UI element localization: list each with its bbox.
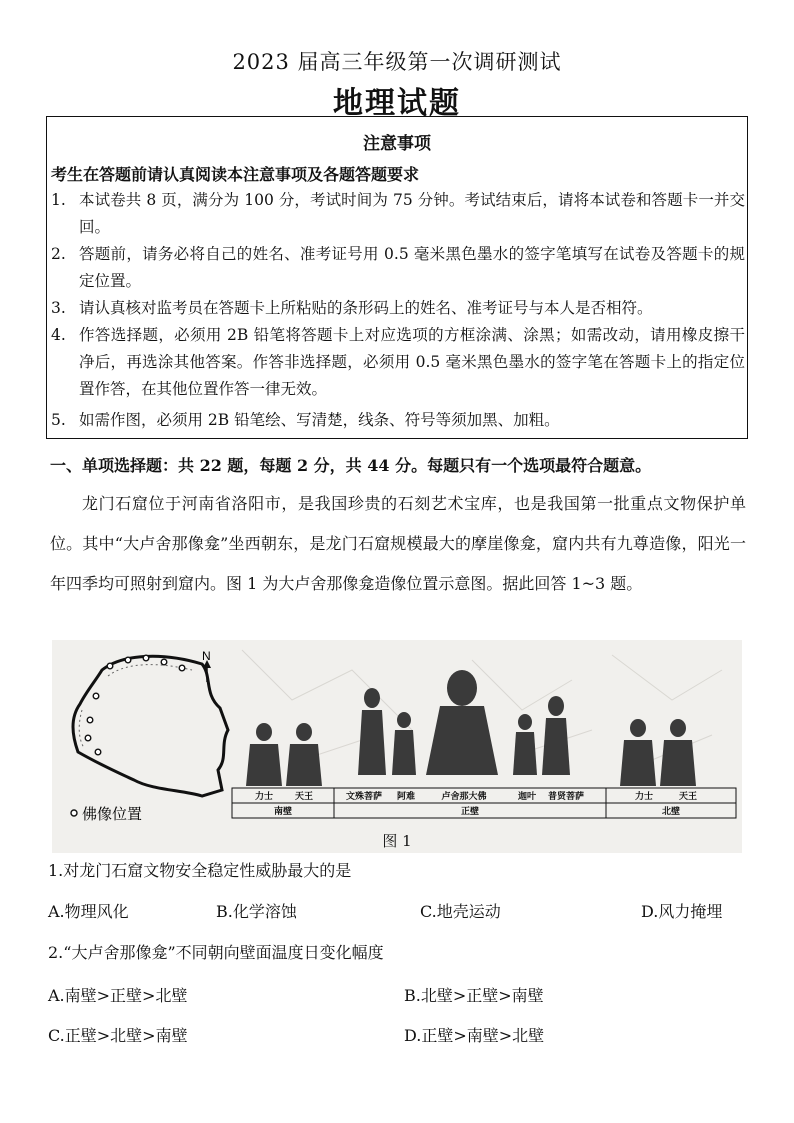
statue-label: 普贤菩萨 [547,792,585,802]
notice-item-text: 请认真核对监考员在答题卡上所粘贴的条形码上的姓名、准考证号与本人是否相符。 [79,299,653,317]
statue-label: 天王 [294,792,314,802]
question-2-option-c: C.正壁>北壁>南壁 [48,1026,188,1045]
statue-jiaye [513,714,537,775]
notice-item-text: 作答选择题，必须用 2B 铅笔将答题卡上对应选项的方框涂满、涂黑；如需改动，请用橡皮擦干净后，再选涂其他答案。作答非选择题，必须用 0.5 毫米黑色墨水的签字笔在答题卡上的指定位置作答，在其他位置作答一律无效。 [79,326,745,398]
legend-marker-icon [71,810,77,816]
notice-heading: 注意事项 [363,134,431,154]
wall-label: 正壁 [460,807,480,817]
question-2-option-a: A.南壁>正壁>北壁 [48,986,188,1005]
statue-wenshu [358,688,386,775]
question-2-option-d: D.正壁>南壁>北壁 [404,1026,545,1045]
question-1-option-d: D.风力掩埋 [641,902,723,921]
wall-label: 北壁 [661,807,681,817]
exam-title: 地理试题 [333,86,461,121]
notice-item-number: 1. [51,191,66,209]
statue-label: 文殊菩萨 [345,792,383,802]
notice-item-text: 本试卷共 8 页，满分为 100 分，考试时间为 75 分钟。考试结束后，请将本试卷和答题卡一并交回。 [79,191,745,236]
question-1-stem: 1.对龙门石窟文物安全稳定性威胁最大的是 [48,861,352,880]
notice-item-text: 如需作图，必须用 2B 铅笔绘、写清楚，线条、符号等须加黑、加粗。 [79,411,560,429]
cave-plan-map [73,655,228,796]
figure-1 [52,640,742,853]
question-1-option-b: B.化学溶蚀 [216,902,297,921]
compass-label: N [202,649,211,663]
notice-item-text: 答题前，请务必将自己的姓名、准考证号用 0.5 毫米黑色墨水的签字笔填写在试卷及答题卡的规定位置。 [79,245,745,290]
statue-label: 阿难 [396,792,416,802]
statue-anan [392,712,416,775]
statue-label: 天王 [678,792,698,802]
statue-silhouettes [246,670,696,786]
statue-label: 迦叶 [517,792,537,802]
notice-intro: 考生在答题前请认真阅读本注意事项及各题答题要求 [51,165,420,184]
notice-box [46,116,748,439]
statue-label: 力士 [634,792,654,802]
notice-item-number: 4. [51,326,66,344]
statue-puxian [542,696,570,775]
statue-lishi-north [620,719,656,786]
notice-item-number: 5. [51,411,66,429]
question-2-option-b: B.北壁>正壁>南壁 [404,986,544,1005]
wall-label: 南壁 [273,807,293,817]
statue-label: 卢舍那大佛 [441,792,487,802]
legend-label: 佛像位置 [82,805,143,823]
reading-passage: 龙门石窟位于河南省洛阳市，是我国珍贵的石刻艺术宝库，也是我国第一批重点文物保护单位。其中“大卢舍那像龛”坐西朝东，是龙门石窟规模最大的摩崖像龛，窟内共有九尊造像，阳光一年四季均可照射到窟内。图 1 为大卢舍那像龛造像位置示意图。据此回答 1~3 题。 [50,494,746,593]
statue-label: 力士 [254,792,274,802]
section-heading: 一、单项选择题：共 22 题，每题 2 分，共 44 分。每题只有一个选项最符合题意。 [50,456,652,475]
statue-lishi-south [246,723,282,786]
exam-subtitle: 2023 届高三年级第一次调研测试 [232,50,562,74]
question-1-option-a: A.物理风化 [48,902,129,921]
question-1-option-c: C.地壳运动 [420,902,501,921]
statue-tianwang-south [286,723,322,786]
statue-lushena [426,670,498,775]
notice-item-number: 3. [51,299,66,317]
question-2-stem: 2.“大卢舍那像龛”不同朝向壁面温度日变化幅度 [48,943,384,962]
figure-caption: 图 1 [382,832,412,850]
statue-tianwang-north [660,719,696,786]
notice-item-number: 2. [51,245,66,263]
